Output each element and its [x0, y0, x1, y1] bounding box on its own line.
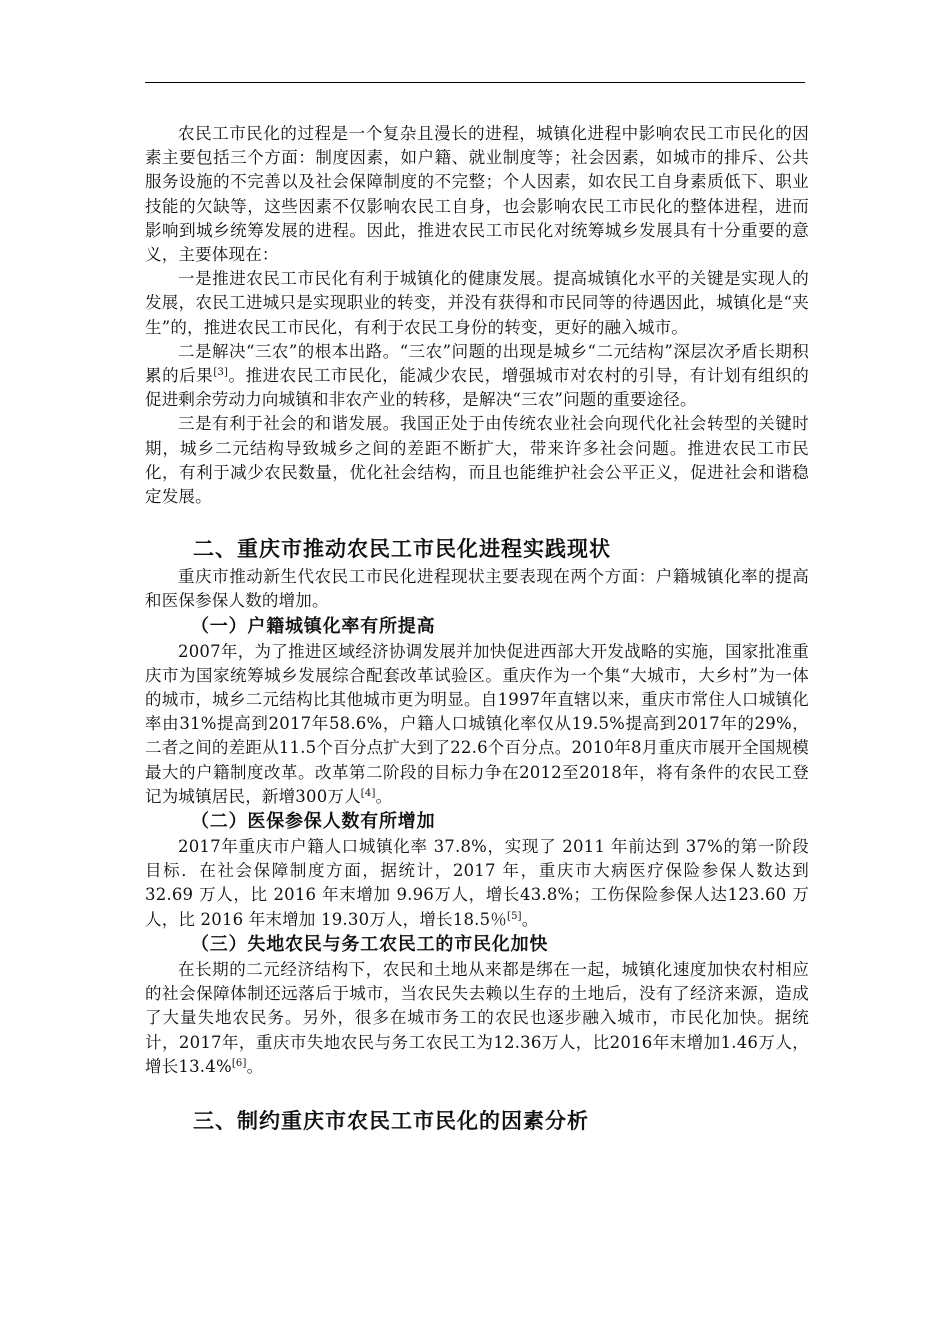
- header-rule: [145, 82, 805, 83]
- intro-paragraph-urbanization: 一是推进农民工市民化有利于城镇化的健康发展。提高城镇化水平的关键是实现人的发展，农民工进城只是实现职业的转变，并没有获得和市民同等的待遇因此，城镇化是“夹生”的，推进农民工市民化，有利于农民工身份的转变，更好的融入城市。: [145, 269, 809, 337]
- citation-ref: [3]: [213, 367, 229, 379]
- paragraph-text: 。推进农民工市民化，能减少农民，增强城市对农村的引导，有计划有组织的促进剩余劳动力向城镇和非农产业的转移，是解决“三农”问题的重要途径。: [145, 366, 809, 410]
- subsection-heading-1: （一）户籍城镇化率有所提高: [191, 615, 436, 637]
- document-body: [145, 122, 809, 1137]
- section-heading-2: 二、重庆市推动农民工市民化进程实践现状: [193, 537, 611, 562]
- paragraph-text: 。: [375, 786, 393, 806]
- subsection-heading-3: （三）失地农民与务工农民工的市民化加快: [191, 933, 549, 955]
- paragraph-text: 二是解决“三农”的根本出路。“三农”问题的出现是城乡“二元结构”深层次矛盾长期积累的后果: [145, 341, 809, 386]
- citation-ref: [5]: [507, 910, 522, 922]
- paragraph-text: 在长期的二元经济结构下，农民和土地从来都是绑在一起，城镇化速度加快农村相应的社会保障体制还远落后于城市，当农民失去赖以生存的土地后，没有了经济来源，造成了大量失地农民务。另外，很多在城市务工的农民也逐步融入城市，市民化加快。据统计，2017年，重庆市失地农民与务工农民工为12.36万人，比2016年末增加1.46万人，增长13.4%: [145, 959, 809, 1076]
- paragraph-text: 。: [521, 909, 539, 929]
- intro-paragraph-factors: 农民工市民化的过程是一个复杂且漫长的进程，城镇化进程中影响农民工市民化的因素主要包括三个方面：制度因素，如户籍、就业制度等；社会因素，如城市的排斥、公共服务设施的不完善以及社会保障制度的不完整；个人因素，如农民工自身素质低下、职业技能的欠缺等，这些因素不仅影响农民工自身，也会影响农民工市民化的整体进程，进而影响到城乡统筹发展的进程。因此，推进农民工市民化对统筹城乡发展具有十分重要的意义，主要体现在：: [145, 124, 809, 265]
- citation-ref: [4]: [360, 787, 376, 799]
- paragraph-text: 2007年，为了推进区域经济协调发展并加快促进西部大开发战略的实施，国家批准重庆市为国家统筹城乡发展综合配套改革试验区。重庆作为一个集“大城市，大乡村”为一体的城市，城乡二元结构比其他城市更为明显。自1997年直辖以来，重庆市常住人口城镇化率由31%提高到2017年58.6%，户籍人口城镇化率仅从19.5%提高到2017年的29%，二者之间的差距从11.5个百分点扩大到了22.6个百分点。2010年8月重庆市展开全国规模最大的户籍制度改革。改革第二阶段的目标力争在2012至2018年，将有条件的农民工登记为城镇居民，新增300万人: [145, 641, 809, 806]
- paragraph-harmony: 三是有利于社会的和谐发展。我国正处于由传统农业社会向现代化社会转型的关键时期，城乡二元结构导致城乡之间的差距不断扩大，带来许多社会问题。推进农民工市民化，有利于减少农民数量，优化社会结构，而且也能维护社会公平正义，促进社会和谐稳定发展。: [145, 414, 809, 507]
- subsection-3-paragraph: [145, 958, 809, 1079]
- paragraph-three-nong: [145, 340, 809, 413]
- paragraph-text: 2017年重庆市户籍人口城镇化率 37.8%，实现了 2011 年前达到 37%的第一阶段目标．在社会保障制度方面，据统计，2017 年，重庆市大病医疗保险参保人数达到32.69 万人，比 2016 年末增加 9.96万人，增长43.8%；工伤保险参保人达123.60 万人，比 2016 年末增加 19.30万人，增长18.5％: [145, 837, 809, 929]
- subsection-2-paragraph: [145, 835, 809, 932]
- citation-ref: [6]: [231, 1057, 247, 1069]
- section-heading-3: 三、制约重庆市农民工市民化的因素分析: [193, 1108, 589, 1133]
- paragraph-text: 。: [246, 1056, 264, 1076]
- subsection-1-paragraph: [145, 640, 809, 809]
- section-2-intro: 重庆市推动新生代农民工市民化进程现状主要表现在两个方面：户籍城镇化率的提高和医保参保人数的增加。: [145, 567, 809, 611]
- subsection-heading-2: （二）医保参保人数有所增加: [191, 811, 436, 833]
